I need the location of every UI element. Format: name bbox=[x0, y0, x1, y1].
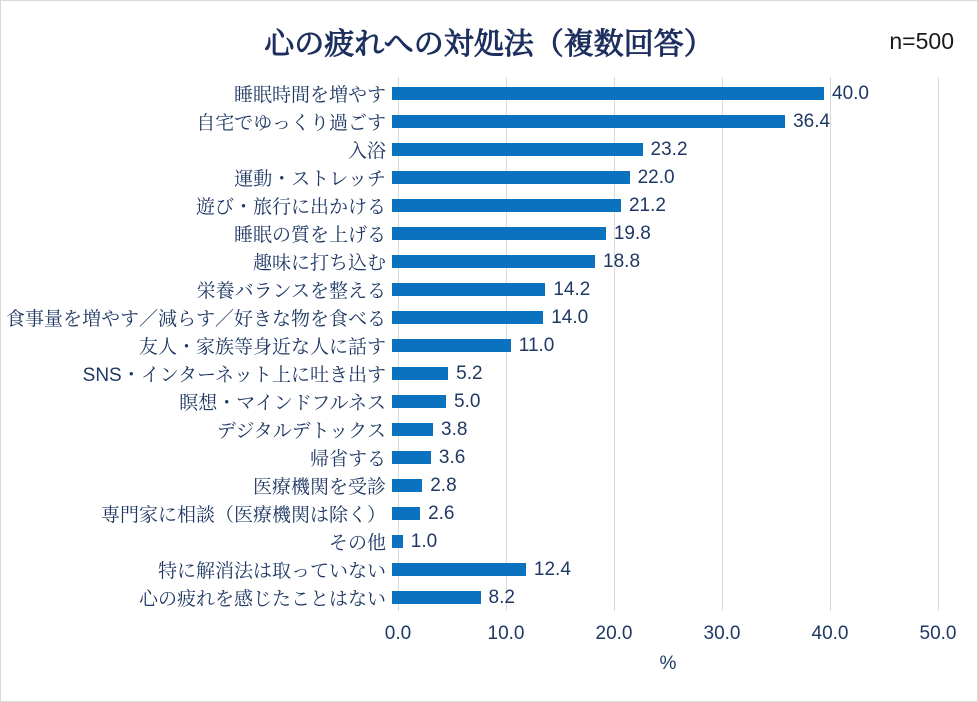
value-label: 3.8 bbox=[441, 418, 468, 440]
category-label: 自宅でゆっくり過ごす bbox=[196, 112, 386, 134]
category-label: SNS・インターネット上に吐き出す bbox=[82, 364, 386, 386]
bar-row bbox=[1, 527, 978, 555]
value-label: 3.6 bbox=[438, 446, 466, 468]
value-label: 14.2 bbox=[553, 278, 591, 300]
bar-row bbox=[1, 191, 978, 219]
value-label: 2.8 bbox=[430, 474, 457, 496]
bar-track bbox=[392, 219, 932, 247]
bar-row bbox=[1, 499, 978, 527]
category-label: 友人・家族等身近な人に話す bbox=[138, 336, 386, 358]
category-label: 食事量を増やす／減らす／好きな物を食べる bbox=[5, 308, 386, 330]
chart-title: 心の疲れへの対処法（複数回答） bbox=[264, 28, 714, 61]
value-label: 14.0 bbox=[551, 306, 589, 328]
category-label: 睡眠の質を上げる bbox=[233, 224, 386, 246]
sample-size-label: n=500 bbox=[889, 28, 954, 54]
bar-row bbox=[1, 303, 978, 331]
value-label: 23.2 bbox=[650, 138, 688, 160]
bar-row bbox=[1, 443, 978, 471]
bar-track bbox=[392, 359, 932, 387]
value-label: 18.8 bbox=[603, 250, 641, 272]
category-label: 睡眠時間を増やす bbox=[233, 84, 386, 106]
category-label: 瞑想・マインドフルネス bbox=[179, 392, 386, 414]
category-label: 趣味に打ち込む bbox=[252, 252, 386, 274]
bar-track bbox=[392, 107, 932, 135]
bar-row bbox=[1, 163, 978, 191]
bar-track bbox=[392, 247, 932, 275]
bar-track bbox=[392, 191, 932, 219]
category-label: 帰省する bbox=[309, 448, 386, 470]
value-label: 19.8 bbox=[613, 222, 651, 244]
bar-track bbox=[392, 163, 932, 191]
bar-track bbox=[392, 303, 932, 331]
value-label: 12.4 bbox=[533, 558, 571, 580]
bar-track bbox=[392, 583, 932, 611]
bar-row bbox=[1, 107, 978, 135]
bar-track bbox=[392, 415, 932, 443]
x-axis-tick: 10.0 bbox=[487, 623, 525, 644]
bar-track bbox=[392, 499, 932, 527]
bar bbox=[392, 563, 526, 576]
category-label: 専門家に相談（医療機関は除く） bbox=[100, 504, 386, 526]
bar bbox=[392, 451, 431, 464]
bar-track bbox=[392, 135, 932, 163]
bar-row bbox=[1, 331, 978, 359]
bar bbox=[392, 255, 595, 268]
value-label: 11.0 bbox=[518, 334, 555, 356]
bar bbox=[392, 87, 824, 100]
value-label: 21.2 bbox=[628, 194, 666, 216]
bar bbox=[392, 395, 446, 408]
category-label: 心の疲れを感じたことはない bbox=[138, 588, 386, 610]
value-label: 40.0 bbox=[832, 82, 869, 104]
category-label: 入浴 bbox=[347, 140, 386, 162]
bar-track bbox=[392, 331, 932, 359]
bar bbox=[392, 479, 422, 492]
bar-row bbox=[1, 359, 978, 387]
value-label: 8.2 bbox=[488, 586, 515, 608]
bar bbox=[392, 143, 643, 156]
bar-row bbox=[1, 555, 978, 583]
bar bbox=[392, 115, 785, 128]
x-axis-tick: 30.0 bbox=[703, 623, 741, 644]
x-axis-tick: 20.0 bbox=[595, 623, 633, 644]
category-label: 運動・ストレッチ bbox=[234, 168, 386, 190]
bar bbox=[392, 339, 511, 352]
bar bbox=[392, 227, 606, 240]
bar-row bbox=[1, 79, 978, 107]
bar-row bbox=[1, 415, 978, 443]
bar-row bbox=[1, 387, 978, 415]
x-axis-tick: 0.0 bbox=[384, 623, 412, 644]
category-label: 特に解消法は取っていない bbox=[157, 560, 386, 582]
value-label: 2.6 bbox=[428, 502, 455, 524]
bar bbox=[392, 367, 448, 380]
value-label: 22.0 bbox=[637, 166, 675, 188]
bar bbox=[392, 171, 630, 184]
value-label: 5.2 bbox=[456, 362, 483, 384]
bar-row bbox=[1, 247, 978, 275]
bar-row bbox=[1, 275, 978, 303]
bar-row bbox=[1, 471, 978, 499]
x-axis-label: % bbox=[659, 653, 677, 674]
bar-row bbox=[1, 219, 978, 247]
category-label: 栄養バランスを整える bbox=[196, 280, 386, 302]
bar bbox=[392, 591, 481, 604]
x-axis-tick: 50.0 bbox=[919, 623, 957, 644]
bar bbox=[392, 423, 433, 436]
bar-track bbox=[392, 471, 932, 499]
category-label: デジタルデトックス bbox=[216, 420, 386, 442]
value-label: 36.4 bbox=[793, 110, 831, 132]
bar-track bbox=[392, 79, 932, 107]
bar bbox=[392, 507, 420, 520]
bar-track bbox=[392, 275, 932, 303]
bar bbox=[392, 283, 545, 296]
category-label: 医療機関を受診 bbox=[252, 476, 386, 498]
bar bbox=[392, 535, 403, 548]
bar-track bbox=[392, 443, 932, 471]
value-label: 1.0 bbox=[410, 530, 438, 552]
category-label: その他 bbox=[328, 532, 386, 554]
bar-rows bbox=[1, 79, 978, 611]
bar bbox=[392, 311, 543, 324]
value-label: 5.0 bbox=[454, 390, 481, 412]
bar-row bbox=[1, 135, 978, 163]
bar-track bbox=[392, 555, 932, 583]
category-label: 遊び・旅行に出かける bbox=[195, 196, 386, 218]
x-axis bbox=[384, 623, 957, 647]
x-axis-tick: 40.0 bbox=[811, 623, 849, 644]
bar-row bbox=[1, 583, 978, 611]
bar-track bbox=[392, 387, 932, 415]
bar-track bbox=[392, 527, 932, 555]
bar bbox=[392, 199, 621, 212]
